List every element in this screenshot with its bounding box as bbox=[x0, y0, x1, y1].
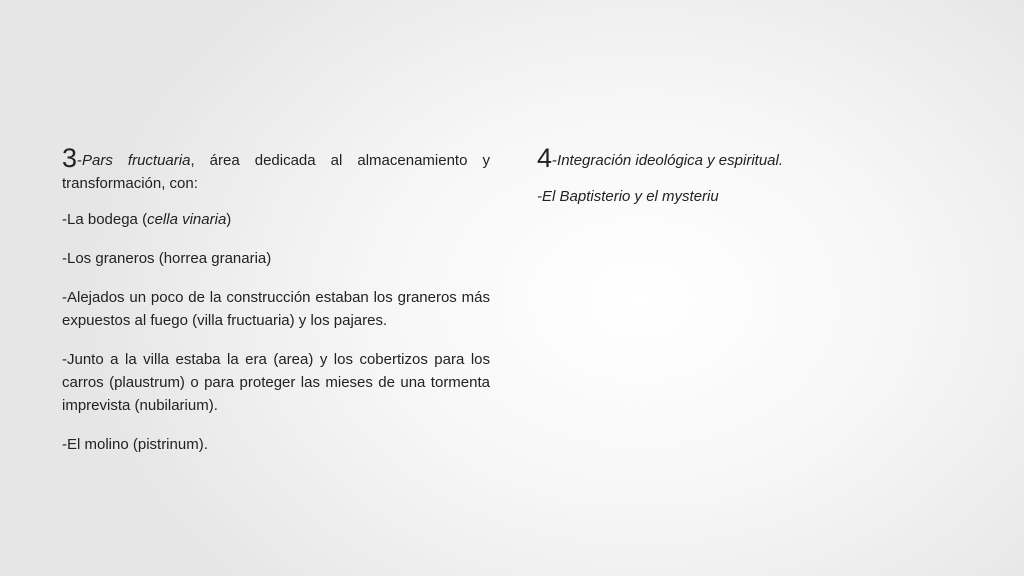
section-3-number: 3 bbox=[62, 143, 78, 173]
item-junto: -Junto a la villa estaba la era (area) y los cobertizos para los carros (plaustrum) o para proteger las mieses de una tormenta imprevista (nubilarium). bbox=[62, 351, 490, 414]
section-4-dash: - bbox=[552, 152, 558, 169]
section-3-heading bbox=[62, 143, 490, 195]
item-alejados: -Alejados un poco de la construcción estaban los graneros más expuestos al fuego (villa fructuaria) y los pajares. bbox=[62, 289, 490, 329]
left-column bbox=[62, 143, 490, 456]
section-4-heading bbox=[537, 143, 977, 173]
section-3-title: Pars fructuaria bbox=[82, 152, 191, 169]
section-3-dash: - bbox=[77, 152, 83, 169]
item-baptisterio: -El Baptisterio y el mysteriu bbox=[537, 188, 719, 205]
item-bodega-italic: cella vinaria bbox=[147, 211, 227, 228]
item-graneros: -Los graneros (horrea granaria) bbox=[62, 250, 272, 267]
right-column bbox=[537, 143, 977, 208]
item-bodega bbox=[62, 208, 490, 231]
item-bodega-pre: -La bodega ( bbox=[62, 211, 148, 228]
item-molino: -El molino (pistrinum). bbox=[62, 436, 208, 453]
section-3-description: , área dedicada al almacenamiento y transformación, con: bbox=[62, 152, 490, 192]
section-4-number: 4 bbox=[537, 143, 553, 173]
item-bodega-post: ) bbox=[226, 211, 232, 228]
section-4-title: Integración ideológica y espiritual. bbox=[557, 152, 783, 169]
